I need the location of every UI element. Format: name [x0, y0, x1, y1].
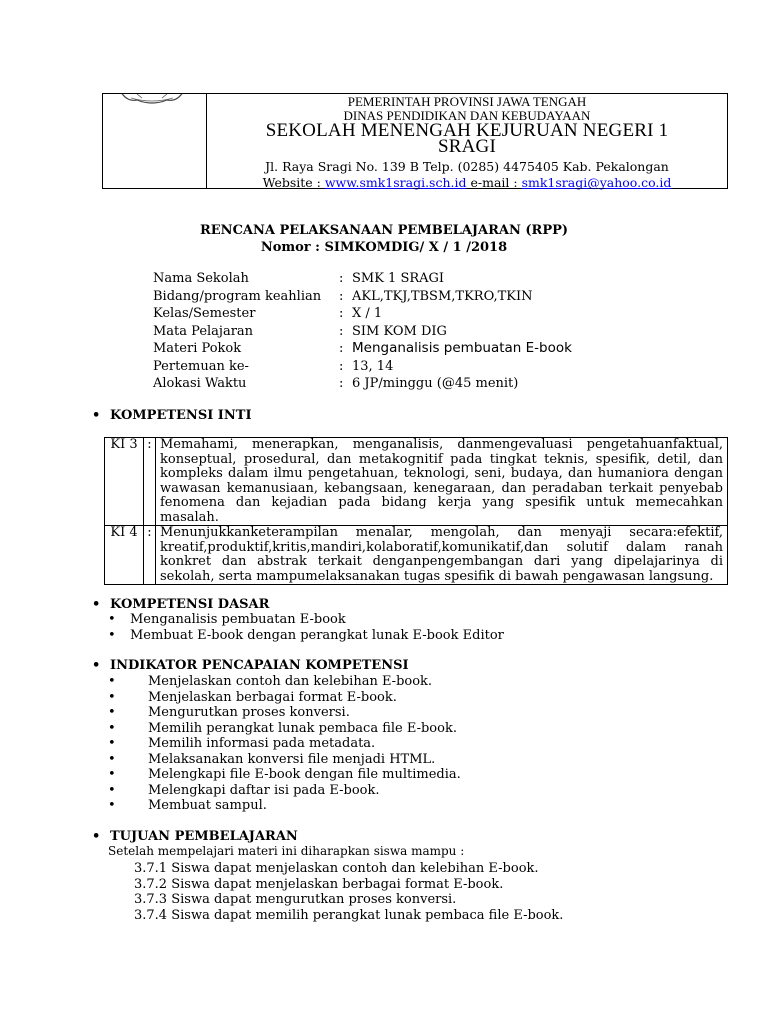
list-item-text: Melengkapi daftar isi pada E-book.	[148, 782, 380, 798]
list-item-text: Menjelaskan contoh dan kelebihan E-book.	[148, 674, 433, 689]
ki-line: kompleks dalam ilmu pengetahuan, teknologi, seni, budaya, dan humaniora dengan	[160, 467, 723, 481]
identity-label: Bidang/program keahlian	[153, 288, 322, 304]
bullet: •	[92, 597, 101, 612]
bullet: •	[108, 751, 116, 767]
identity-label: Pertemuan ke-	[153, 358, 249, 374]
list-item: 3.7.2 Siswa dapat menjelaskan berbagai format E-book.	[134, 876, 504, 892]
section-title: TUJUAN PEMBELAJARAN	[110, 829, 298, 844]
list-item: 3.7.4 Siswa dapat memilih perangkat lunak pembaca file E-book.	[134, 907, 564, 923]
bullet: •	[108, 627, 116, 643]
ki-line: fenomena dan kejadian pada bidang kerja yang spesifik untuk memecahkan masalah.	[160, 496, 723, 525]
identity-label: Materi Pokok	[153, 341, 242, 356]
bullet: •	[108, 782, 116, 798]
section-title: KOMPETENSI DASAR	[110, 597, 270, 612]
identity-label: Kelas/Semester	[153, 306, 256, 321]
kompetensi-dasar-list	[108, 612, 504, 643]
list-item: 3.7.1 Siswa dapat menjelaskan contoh dan kelebihan E-book.	[134, 861, 539, 876]
ki-description	[156, 438, 728, 526]
bullet: •	[108, 612, 116, 627]
list-item	[108, 628, 504, 644]
ki-line: wawasan kemanusiaan, kebangsaan, kenegaraan, dan peradaban terkait penyebab	[160, 481, 723, 496]
kompetensi-inti-table	[104, 437, 728, 585]
document-number: Nomor : SIMKOMDIG/ X / 1 /2018	[260, 240, 508, 255]
ki-line: konkret dan abstrak terkait denganpengembangan dari yang dipelajarinya di	[160, 555, 723, 569]
ki-line: sekolah, serta mampumelaksanakan tugas spesifik di bawah pengawasan langsung.	[160, 569, 714, 584]
school-name-line2: SRAGI	[437, 136, 496, 157]
list-item	[108, 736, 461, 752]
identity-value: Menganalisis pembuatan E-book	[352, 340, 572, 356]
identity-value: SIM KOM DIG	[352, 323, 447, 339]
list-item-text: Membuat E-book dengan perangkat lunak E-book Editor	[130, 627, 504, 643]
ki-colon: :	[144, 526, 156, 585]
list-item	[108, 674, 461, 690]
indikator-list	[108, 674, 461, 814]
identity-row-subject	[153, 323, 572, 341]
list-item-text: Memilih informasi pada metadata.	[148, 736, 376, 751]
table-row	[105, 526, 728, 585]
list-item-text: Menjelaskan berbagai format E-book.	[148, 689, 397, 705]
bullet: •	[108, 767, 116, 782]
province-name: PEMERINTAH PROVINSI JAWA TENGAH	[347, 94, 587, 109]
identity-row-program	[153, 288, 572, 306]
list-item	[108, 767, 461, 783]
heading-kompetensi-dasar	[92, 597, 269, 612]
identity-colon: :	[339, 358, 344, 374]
identity-row-material	[153, 340, 572, 358]
province-emblem-icon	[117, 94, 187, 108]
identity-block	[153, 270, 572, 393]
identity-row-meeting	[153, 358, 572, 376]
table-row	[105, 438, 728, 526]
list-item	[108, 783, 461, 799]
list-item	[108, 798, 461, 814]
ki-code: KI 4	[105, 526, 144, 585]
tujuan-list	[134, 861, 563, 923]
identity-row-school	[153, 270, 572, 288]
bullet: •	[108, 736, 116, 751]
section-title: INDIKATOR PENCAPAIAN KOMPETENSI	[110, 658, 409, 673]
bullet: •	[108, 720, 116, 736]
identity-row-time	[153, 375, 572, 393]
identity-colon: :	[339, 306, 344, 321]
heading-indikator	[92, 658, 409, 673]
section-title: KOMPETENSI INTI	[110, 408, 252, 423]
identity-colon: :	[339, 323, 344, 339]
heading-tujuan	[92, 829, 298, 844]
ki-colon: :	[144, 438, 156, 526]
list-item	[108, 612, 504, 628]
list-item	[108, 721, 461, 737]
bullet: •	[92, 829, 101, 844]
identity-colon: :	[339, 376, 344, 391]
email-link[interactable]: smk1sragi@yahoo.co.id	[521, 175, 672, 190]
school-address: Jl. Raya Sragi No. 139 B Telp. (0285) 4475405 Kab. Pekalongan	[265, 159, 669, 174]
letterhead	[102, 93, 728, 189]
bullet: •	[108, 798, 116, 813]
identity-value: SMK 1 SRAGI	[352, 271, 445, 286]
bullet: •	[108, 705, 116, 720]
tujuan-intro: Setelah mempelajari materi ini diharapkan siswa mampu :	[108, 844, 465, 858]
bullet: •	[92, 408, 101, 423]
identity-value: 13, 14	[352, 358, 394, 374]
list-item-text: Melaksanakan konversi file menjadi HTML.	[148, 751, 436, 767]
list-item-text: Menganalisis pembuatan E-book	[130, 612, 346, 627]
identity-colon: :	[339, 271, 344, 286]
website-link[interactable]: www.smk1sragi.sch.id	[324, 175, 467, 190]
list-item-text: Melengkapi file E-book dengan file multimedia.	[148, 767, 461, 782]
ki-description	[156, 526, 728, 585]
identity-value: X / 1	[352, 306, 383, 321]
list-item	[108, 705, 461, 721]
identity-colon: :	[339, 341, 344, 356]
ki-line: Memahami, menerapkan, menganalisis, danmengevaluasi pengetahuanfaktual,	[160, 438, 723, 452]
agency-name: DINAS PENDIDIKAN DAN KEBUDAYAAN	[343, 108, 591, 123]
list-item	[108, 752, 461, 768]
identity-colon: :	[339, 288, 344, 304]
heading-kompetensi-inti	[92, 408, 252, 423]
letterhead-text	[207, 94, 727, 188]
identity-row-class	[153, 305, 572, 323]
list-item: 3.7.3 Siswa dapat mengurutkan proses konversi.	[134, 892, 457, 907]
bullet: •	[108, 674, 116, 689]
email-label: e-mail :	[466, 175, 522, 190]
website-label: Website :	[262, 175, 325, 190]
document-title: RENCANA PELAKSANAAN PEMBELAJARAN (RPP)	[199, 223, 569, 238]
identity-value: 6 JP/minggu (@45 menit)	[352, 376, 519, 391]
bullet: •	[108, 689, 116, 705]
list-item-text: Memilih perangkat lunak pembaca file E-book.	[148, 720, 457, 736]
contact-line	[207, 175, 727, 191]
ki-line: konseptual, prosedural, dan metakognitif pada tingkat teknis, spesifik, detil, dan	[160, 452, 723, 467]
ki-line: Menunjukkanketerampilan menalar, mengolah, dan menyaji secara:efektif,	[160, 526, 723, 540]
identity-value: AKL,TKJ,TBSM,TKRO,TKIN	[352, 288, 533, 304]
identity-label: Mata Pelajaran	[153, 323, 254, 339]
ki-line: kreatif,produktif,kritis,mandiri,kolaboratif,komunikatif,dan solutif dalam ranah	[160, 540, 723, 555]
bullet: •	[92, 658, 101, 673]
identity-label: Alokasi Waktu	[153, 376, 247, 391]
identity-label: Nama Sekolah	[153, 271, 249, 286]
list-item-text: Mengurutkan proses konversi.	[148, 705, 350, 720]
ki-code: KI 3	[105, 438, 144, 526]
list-item	[108, 690, 461, 706]
school-name-line1: SEKOLAH MENENGAH KEJURUAN NEGERI 1	[265, 120, 669, 141]
logo-cell	[103, 94, 207, 188]
list-item-text: Membuat sampul.	[148, 798, 267, 813]
